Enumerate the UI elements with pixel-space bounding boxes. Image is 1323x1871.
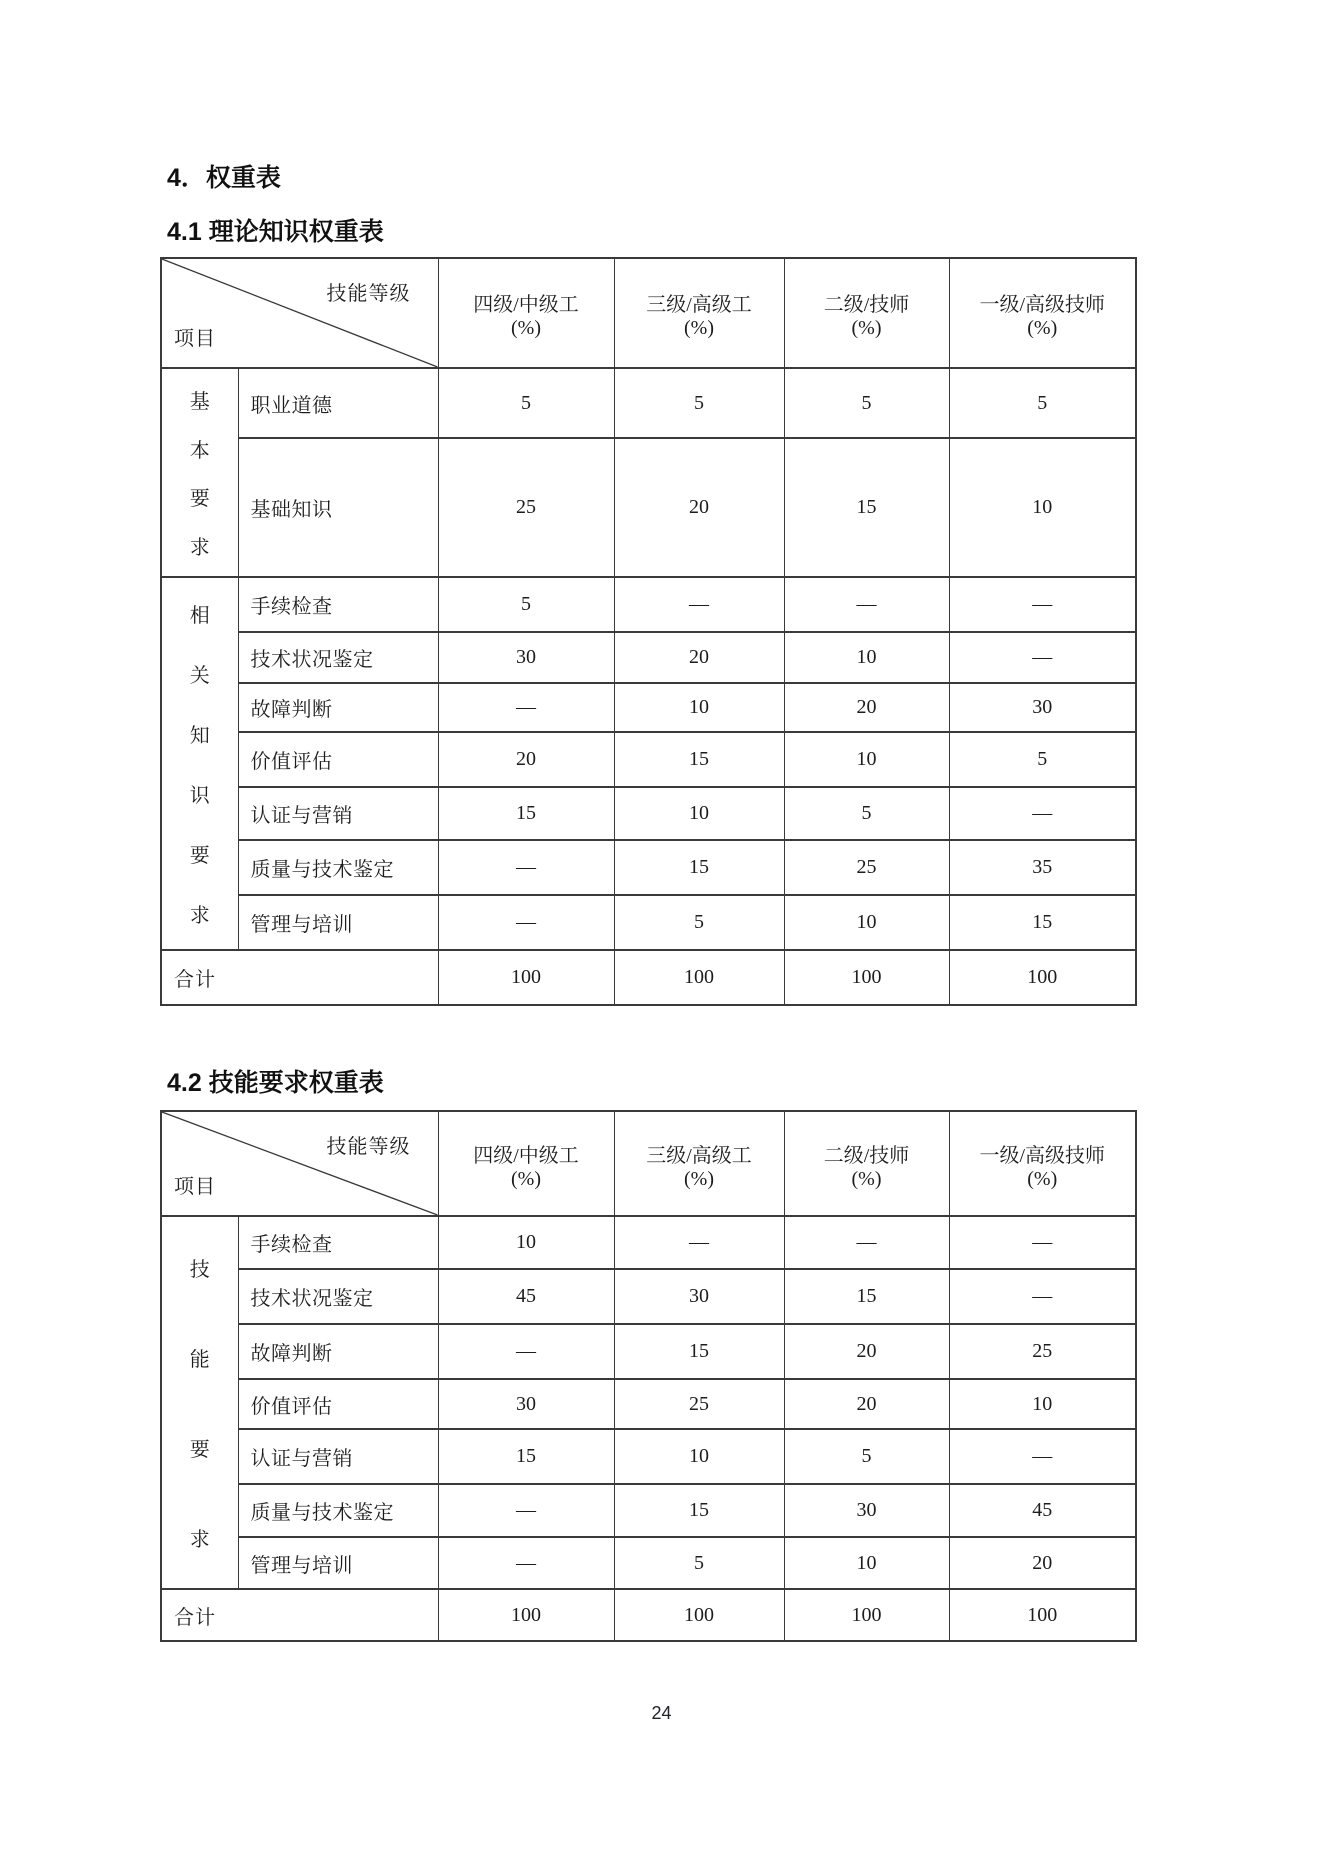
table-row <box>161 683 1136 732</box>
level-name: 二级/技师 <box>823 294 910 316</box>
weight-value-cell: 15 <box>614 1324 784 1379</box>
level-unit: (%) <box>851 317 882 339</box>
weight-value-cell: 25 <box>438 438 614 577</box>
table-row <box>161 1216 1136 1269</box>
weight-value-cell: 15 <box>614 732 784 787</box>
item-cell: 管理与培训 <box>238 1537 438 1589</box>
level-header-cell <box>784 258 949 368</box>
item-cell: 质量与技术鉴定 <box>238 840 438 895</box>
weight-value-cell: — <box>949 1269 1136 1324</box>
weight-value-cell: 20 <box>949 1537 1136 1589</box>
weight-value-cell: 20 <box>438 732 614 787</box>
level-name: 一级/高级技师 <box>979 294 1106 316</box>
level-unit: (%) <box>511 1167 541 1190</box>
group-char: 识 <box>189 784 210 807</box>
group-char: 要 <box>189 844 210 867</box>
weight-value-cell: 15 <box>949 895 1136 950</box>
table-row <box>161 787 1136 840</box>
total-value-cell: 100 <box>614 950 784 1005</box>
weight-value-cell: 25 <box>614 1379 784 1429</box>
level-unit: (%) <box>851 1167 882 1190</box>
item-cell: 管理与培训 <box>238 895 438 950</box>
item-cell: 价值评估 <box>238 732 438 787</box>
item-cell: 手续检查 <box>238 577 438 632</box>
table-row <box>161 577 1136 632</box>
weight-value-cell: 20 <box>784 1324 949 1379</box>
skill-level-label: 技能等级 <box>326 1136 411 1158</box>
weight-value-cell: — <box>614 1216 784 1269</box>
weight-value-cell: — <box>438 1537 614 1589</box>
item-cell: 基础知识 <box>238 438 438 577</box>
weight-value-cell: 15 <box>614 1484 784 1537</box>
level-unit: (%) <box>684 317 714 339</box>
group-char: 要 <box>189 1438 210 1461</box>
item-cell: 手续检查 <box>238 1216 438 1269</box>
table-row <box>161 895 1136 950</box>
level-name: 三级/高级工 <box>646 1144 752 1167</box>
total-row <box>161 950 1136 1005</box>
table-row <box>161 840 1136 895</box>
group-label-cell <box>161 577 238 950</box>
weight-value-cell: — <box>614 577 784 632</box>
weight-value-cell: — <box>949 787 1136 840</box>
group-char: 求 <box>189 1528 210 1551</box>
level-name: 四级/中级工 <box>473 1144 579 1167</box>
weight-value-cell: 5 <box>438 368 614 438</box>
level-header-cell <box>438 258 614 368</box>
level-unit: (%) <box>684 1167 714 1190</box>
group-char: 关 <box>189 665 210 688</box>
table-header-row <box>161 258 1136 368</box>
group-char: 求 <box>189 904 210 927</box>
section-4-1-title: 4.1 理论知识权重表 <box>167 218 384 246</box>
weight-value-cell: 10 <box>614 787 784 840</box>
weight-value-cell: — <box>949 1429 1136 1484</box>
corner-cell <box>161 258 438 368</box>
weight-value-cell: — <box>784 1216 949 1269</box>
weight-value-cell: 25 <box>949 1324 1136 1379</box>
diagonal-line <box>162 1112 438 1215</box>
weight-value-cell: 5 <box>784 787 949 840</box>
table-row <box>161 1324 1136 1379</box>
group-char: 技 <box>189 1259 210 1282</box>
weight-value-cell: 10 <box>784 1537 949 1589</box>
table-row <box>161 368 1136 438</box>
weight-value-cell: 20 <box>784 683 949 732</box>
theory-weight-table <box>160 257 1137 1006</box>
skill-weight-table <box>160 1110 1137 1642</box>
weight-value-cell: 20 <box>614 632 784 683</box>
weight-value-cell: — <box>438 683 614 732</box>
weight-value-cell: — <box>438 1324 614 1379</box>
level-header-cell <box>949 1111 1136 1216</box>
weight-value-cell: 10 <box>438 1216 614 1269</box>
weight-value-cell: 15 <box>438 787 614 840</box>
weight-value-cell: 45 <box>949 1484 1136 1537</box>
weight-value-cell: 10 <box>784 895 949 950</box>
weight-value-cell: 20 <box>614 438 784 577</box>
level-name: 一级/高级技师 <box>979 1144 1106 1167</box>
weight-value-cell: 5 <box>614 368 784 438</box>
weight-value-cell: 15 <box>784 438 949 577</box>
weight-value-cell: 10 <box>949 438 1136 577</box>
group-label-cell <box>161 368 238 577</box>
total-value-cell: 100 <box>784 1589 949 1641</box>
total-value-cell: 100 <box>438 1589 614 1641</box>
table-row <box>161 1269 1136 1324</box>
table-row <box>161 1379 1136 1429</box>
group-char: 知 <box>189 725 210 748</box>
level-unit: (%) <box>1027 1167 1058 1190</box>
group-char: 相 <box>189 605 210 628</box>
level-unit: (%) <box>511 317 541 339</box>
item-cell: 故障判断 <box>238 683 438 732</box>
weight-value-cell: 30 <box>438 632 614 683</box>
table-row <box>161 1429 1136 1484</box>
weight-value-cell: — <box>949 577 1136 632</box>
item-label: 项目 <box>174 328 216 350</box>
table-row <box>161 1484 1136 1537</box>
table-header-row <box>161 1111 1136 1216</box>
total-row <box>161 1589 1136 1641</box>
weight-value-cell: 45 <box>438 1269 614 1324</box>
level-header-cell <box>614 258 784 368</box>
level-header-cell <box>784 1111 949 1216</box>
weight-value-cell: — <box>784 577 949 632</box>
weight-value-cell: 15 <box>614 840 784 895</box>
page-number: 24 <box>651 1703 672 1723</box>
item-cell: 认证与营销 <box>238 787 438 840</box>
group-char: 本 <box>189 439 210 462</box>
item-cell: 职业道德 <box>238 368 438 438</box>
weight-value-cell: — <box>438 1484 614 1537</box>
weight-value-cell: 10 <box>949 1379 1136 1429</box>
weight-value-cell: 15 <box>438 1429 614 1484</box>
weight-value-cell: 10 <box>784 632 949 683</box>
weight-value-cell: 5 <box>784 1429 949 1484</box>
level-header-cell <box>949 258 1136 368</box>
weight-value-cell: 20 <box>784 1379 949 1429</box>
item-cell: 技术状况鉴定 <box>238 1269 438 1324</box>
level-header-cell <box>438 1111 614 1216</box>
group-char: 能 <box>189 1349 210 1372</box>
total-value-cell: 100 <box>438 950 614 1005</box>
weight-value-cell: 5 <box>438 577 614 632</box>
weight-value-cell: 5 <box>614 895 784 950</box>
level-name: 四级/中级工 <box>473 294 579 316</box>
group-char: 求 <box>189 537 210 560</box>
total-value-cell: 100 <box>949 950 1136 1005</box>
total-value-cell: 100 <box>949 1589 1136 1641</box>
table-row <box>161 438 1136 577</box>
level-header-cell <box>614 1111 784 1216</box>
item-cell: 技术状况鉴定 <box>238 632 438 683</box>
item-cell: 故障判断 <box>238 1324 438 1379</box>
total-value-cell: 100 <box>784 950 949 1005</box>
weight-value-cell: 5 <box>784 368 949 438</box>
weight-value-cell: 30 <box>784 1484 949 1537</box>
table-row <box>161 632 1136 683</box>
weight-value-cell: 15 <box>784 1269 949 1324</box>
table-row <box>161 1537 1136 1589</box>
total-label-cell: 合计 <box>161 1589 438 1641</box>
total-value-cell: 100 <box>614 1589 784 1641</box>
group-char: 基 <box>189 390 210 413</box>
weight-value-cell: 30 <box>614 1269 784 1324</box>
weight-value-cell: 35 <box>949 840 1136 895</box>
item-label: 项目 <box>174 1176 216 1198</box>
page-content <box>160 0 1140 1642</box>
weight-value-cell: 30 <box>949 683 1136 732</box>
item-cell: 质量与技术鉴定 <box>238 1484 438 1537</box>
item-cell: 认证与营销 <box>238 1429 438 1484</box>
group-char: 要 <box>189 488 210 511</box>
weight-value-cell: 10 <box>784 732 949 787</box>
level-name: 三级/高级工 <box>646 294 752 316</box>
group-label-cell <box>161 1216 238 1589</box>
total-label-cell: 合计 <box>161 950 438 1005</box>
weight-value-cell: 10 <box>614 1429 784 1484</box>
level-unit: (%) <box>1027 317 1058 339</box>
skill-level-label: 技能等级 <box>326 283 411 305</box>
item-cell: 价值评估 <box>238 1379 438 1429</box>
weight-value-cell: — <box>949 632 1136 683</box>
weight-value-cell: — <box>949 1216 1136 1269</box>
weight-value-cell: — <box>438 895 614 950</box>
page-title: 4．权重表 <box>167 164 281 192</box>
section-4-2-title: 4.2 技能要求权重表 <box>167 1069 384 1097</box>
weight-value-cell: 10 <box>614 683 784 732</box>
table-row <box>161 732 1136 787</box>
weight-value-cell: 30 <box>438 1379 614 1429</box>
level-name: 二级/技师 <box>823 1144 910 1167</box>
weight-value-cell: 5 <box>949 732 1136 787</box>
weight-value-cell: 5 <box>949 368 1136 438</box>
weight-value-cell: — <box>438 840 614 895</box>
weight-value-cell: 5 <box>614 1537 784 1589</box>
weight-value-cell: 25 <box>784 840 949 895</box>
corner-cell <box>161 1111 438 1216</box>
